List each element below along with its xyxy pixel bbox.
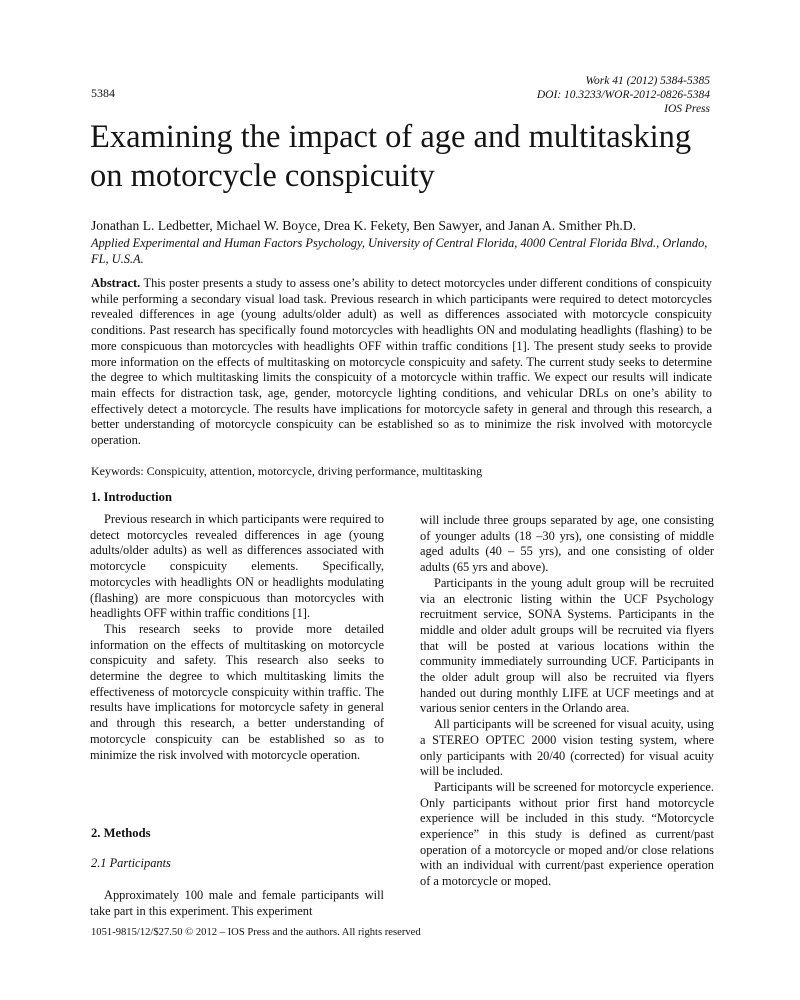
abstract-label: Abstract. bbox=[91, 276, 141, 290]
abstract-text: This poster presents a study to assess one’s ability to detect motorcycles under different conditions of conspicuity while performing a secondary visual load task. Previous research in which participants were required to detect motorcycles revealed differences in age (young adults/older adult) as well as differences associated with motorcycle conspicuity conditions. Past research has specifically found motorcycles with headlights ON and modulating headlights (flashing) to be more conspicuous than motorcycles with headlights OFF within traffic conditions [1]. The present study seeks to provide more information on the effects of multitasking on motorcycle conspicuity and safety. The current study seeks to determine the degree to which multitasking limits the conspicuity of a motorcycle within traffic. We expect our results will indicate main effects for distraction task, age, gender, motorcycle lighting conditions, and vehicular DRLs on one’s ability to effectively detect a motorcycle. The results have implications for motorcycle safety in general and through this research, a better understanding of motorcycle conspicuity can be established so as to minimize the risk involved with motorcycle operation. bbox=[91, 276, 712, 448]
journal-doi: DOI: 10.3233/WOR-2012-0826-5384 bbox=[536, 89, 710, 101]
keywords: Keywords: Conspicuity, attention, motorcycle, driving performance, multitasking bbox=[91, 464, 483, 478]
journal-info bbox=[537, 74, 710, 116]
section-heading-methods: 2. Methods bbox=[91, 826, 151, 840]
affiliation: Applied Experimental and Human Factors Psychology, University of Central Florida, 4000 Central Florida Blvd., Orlando, FL, U.S.A. bbox=[91, 236, 708, 266]
page-number: 5384 bbox=[91, 86, 115, 100]
journal-citation: Work 41 (2012) 5384-5385 bbox=[585, 75, 710, 87]
left-column-participants bbox=[90, 888, 384, 919]
abstract bbox=[91, 276, 712, 449]
copyright-footer: 1051-9815/12/$27.50 © 2012 – IOS Press and the authors. All rights reserved bbox=[91, 927, 421, 938]
right-paragraph: will include three groups separated by age, one consisting of younger adults (18 –30 yrs), one consisting of middle aged adults (40 – 55 yrs), and one consisting of older adults (65 yrs and above). bbox=[420, 513, 714, 575]
journal-publisher: IOS Press bbox=[664, 103, 710, 115]
right-column bbox=[420, 513, 714, 890]
section-heading-introduction: 1. Introduction bbox=[91, 490, 172, 504]
intro-paragraph: Previous research in which participants were required to detect motorcycles revealed differences in age (young adults/older adults) as well as differences associated with motorcycle conspicuity elements. Specifically, motorcycles with headlights ON or headlights modulating (flashing) are more conspicuous than motorcycles with headlights OFF within traffic conditions [1]. bbox=[90, 512, 384, 621]
subsection-heading-participants: 2.1 Participants bbox=[91, 856, 171, 870]
intro-paragraph: This research seeks to provide more detailed information on the effects of multitasking on motorcycle conspicuity and safety. This research also seeks to determine the degree to which multitasking limits the effectiveness of motorcycle conspicuity within traffic. The results have implications for motorcycle safety in general and through this research, a better understanding of motorcycle conspicuity can be established so as to minimize the risk involved with motorcycle operation. bbox=[90, 621, 384, 762]
right-paragraph: Participants in the young adult group will be recruited via an electronic listing within the UCF Psychology recruitment service, SONA Systems. Participants in the middle and older adult groups will be recruited via flyers that will be posted at various locations within the community immediately surrounding UCF. Participants in the older adult group will also be recruited via flyers handed out during monthly LIFE at UCF meetings and at various senior centers in the Orlando area. bbox=[420, 575, 714, 716]
author-list: Jonathan L. Ledbetter, Michael W. Boyce, Drea K. Fekety, Ben Sawyer, and Janan A. Smither Ph.D. bbox=[91, 218, 637, 233]
paper-title: Examining the impact of age and multitasking on motorcycle conspicuity bbox=[90, 119, 692, 194]
right-paragraph: Participants will be screened for motorcycle experience. Only participants without prior first hand motorcycle experience will be included in this study. “Motorcycle experience” in this study is defined as current/past operation of a motorcycle or moped and/or close relations with an individual with current/past experience operation of a motorcycle or moped. bbox=[420, 779, 714, 889]
left-column-introduction bbox=[90, 512, 384, 763]
participants-paragraph: Approximately 100 male and female participants will take part in this experiment. This experiment bbox=[90, 888, 384, 918]
right-paragraph: All participants will be screened for visual acuity, using a STEREO OPTEC 2000 vision testing system, where only participants with 20/40 (corrected) for visual acuity will be included. bbox=[420, 717, 714, 779]
